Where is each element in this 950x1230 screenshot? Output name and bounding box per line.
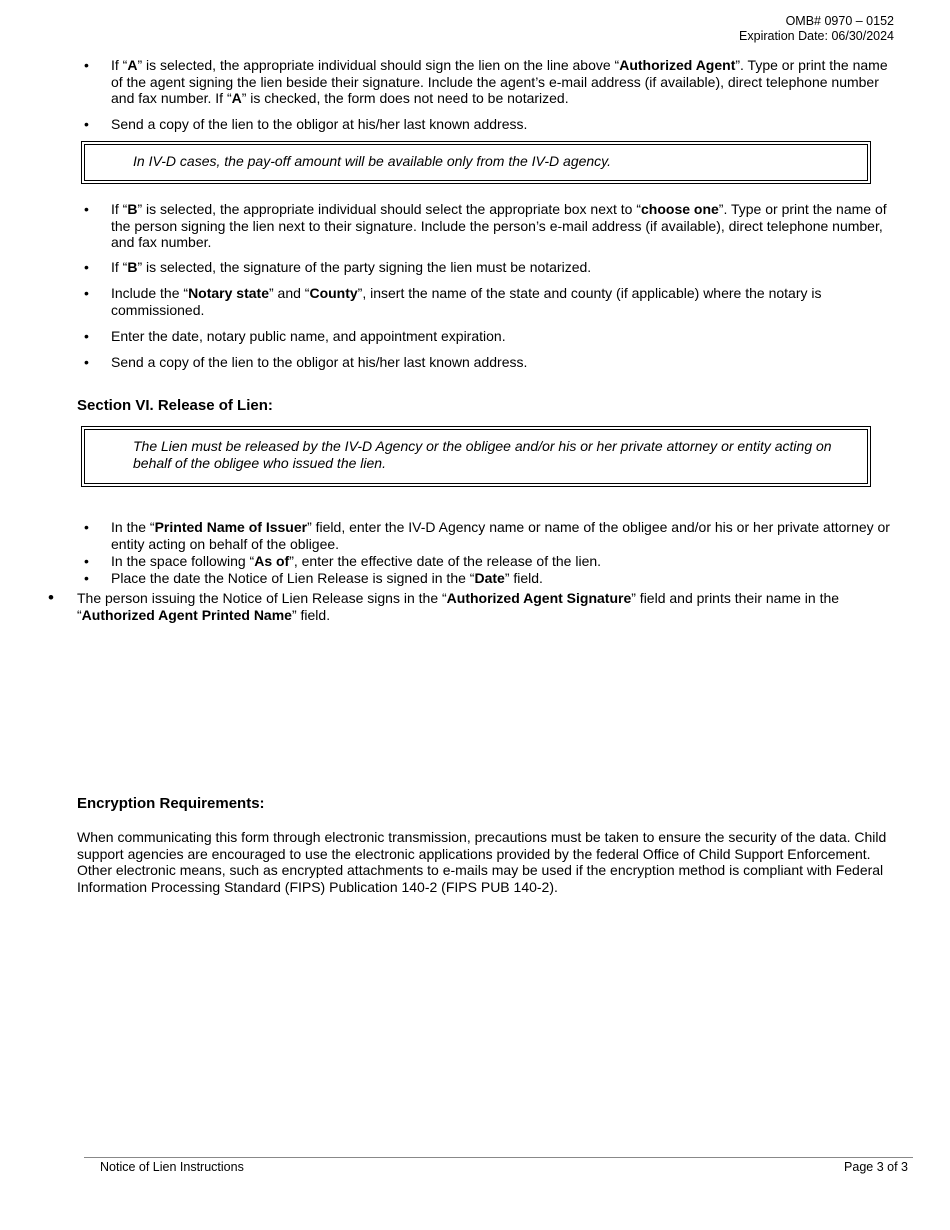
footer-divider: [84, 1157, 913, 1158]
bullet-item: • If “A” is selected, the appropriate individual should sign the lien on the line above “Authorized Agent”. Type or print the name of the agent signing the lien beside their signature. Include the agent’s e-mail address (if available), direct telephone number and fax number. If “A” is checked, the form does not need to be notarized.: [111, 57, 894, 107]
bold-term: Notary state: [188, 285, 269, 301]
bullet-item: • If “B” is selected, the appropriate individual should select the appropriate box next to “choose one”. Type or print the name of the person signing the lien next to their signature. Include the person’s e-mail address (if available), direct telephone number, and fax number.: [111, 201, 894, 251]
note-box-text: The Lien must be released by the IV-D Agency or the obligee and/or his or her private attorney or entity acting on behalf of the obligee who issued the lien.: [133, 438, 832, 471]
omb-header: [739, 14, 894, 44]
encryption-paragraph: When communicating this form through electronic transmission, precautions must be taken to ensure the security of the data. Child support agencies are encouraged to use the electronic applications provided by the federal Office of Child Support Enforcement. Other electronic means, such as encrypted attachments to e-mails may be used if the encryption method is compliant with Federal Information Processing Standard (FIPS) Publication 140-2 (FIPS PUB 140-2).: [77, 829, 887, 895]
bullet-item: • Send a copy of the lien to the obligor at his/her last known address.: [111, 116, 894, 133]
bullet-item: • The person issuing the Notice of Lien Release signs in the “Authorized Agent Signature” field and prints their name in the “Authorized Agent Printed Name” field.: [77, 590, 894, 623]
bold-term: Authorized Agent: [619, 57, 736, 73]
bold-term: B: [127, 201, 138, 217]
note-box-text: In IV-D cases, the pay-off amount will be available only from the IV-D agency.: [133, 153, 612, 169]
bold-term: A: [127, 57, 138, 73]
bullet-item: • If “B” is selected, the signature of the party signing the lien must be notarized.: [111, 259, 894, 276]
note-box: [81, 141, 871, 184]
bullet-item: • Include the “Notary state” and “County”, insert the name of the state and county (if applicable) where the notary is commissioned.: [111, 285, 894, 318]
bold-term: Authorized Agent Signature: [446, 590, 632, 606]
bullet-item: • In the space following “As of”, enter the effective date of the release of the lien.: [111, 553, 894, 570]
note-box: [81, 426, 871, 487]
bold-term: A: [231, 90, 242, 106]
section-heading: Section VI. Release of Lien:: [77, 397, 273, 414]
expiration-date: Expiration Date: 06/30/2024: [739, 29, 894, 43]
bold-term: Date: [474, 570, 505, 586]
page-number: Page 3 of 3: [844, 1160, 908, 1174]
bold-term: Printed Name of Issuer: [154, 519, 308, 535]
bold-term: Authorized Agent Printed Name: [81, 606, 292, 623]
bullet-item: • Send a copy of the lien to the obligor at his/her last known address.: [111, 354, 894, 371]
bold-term: County: [309, 285, 358, 301]
bold-term: choose one: [641, 201, 719, 217]
bullet-item: • In the “Printed Name of Issuer” field, enter the IV-D Agency name or name of the obligee and/or his or her private attorney or entity acting on behalf of the obligee.: [111, 519, 894, 552]
section-heading: Encryption Requirements:: [77, 795, 265, 812]
bold-term: B: [127, 259, 138, 275]
bullet-item: • Place the date the Notice of Lien Release is signed in the “Date” field.: [111, 570, 894, 587]
omb-number: OMB# 0970 – 0152: [785, 14, 894, 28]
bold-term: As of: [254, 553, 290, 569]
footer-title: Notice of Lien Instructions: [100, 1160, 244, 1174]
bullet-item: • Enter the date, notary public name, and appointment expiration.: [111, 328, 894, 345]
